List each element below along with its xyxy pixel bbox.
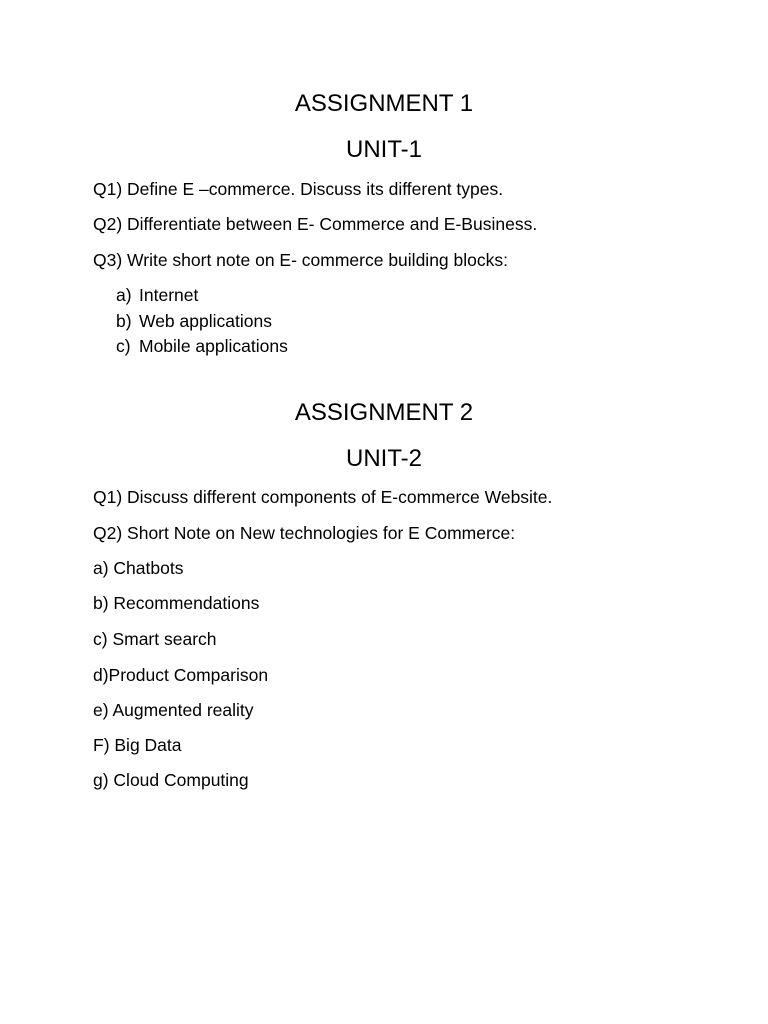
list-marker: a) (116, 285, 132, 305)
unit-1-heading: UNIT-1 (345, 136, 422, 163)
list-text: Internet (139, 285, 199, 305)
list-item: F) Big Data (93, 735, 182, 755)
list-item: e) Augmented reality (93, 700, 254, 720)
list-item: b) Recommendations (93, 593, 260, 613)
list-marker: c) (116, 336, 131, 356)
assignment-1-question-3: Q3) Write short note on E- commerce building blocks: (93, 250, 508, 270)
assignment-1-question-1: Q1) Define E –commerce. Discuss its different types. (93, 179, 504, 199)
list-text: Web applications (139, 311, 272, 331)
unit-2-heading: UNIT-2 (345, 445, 422, 472)
list-text: Mobile applications (139, 336, 288, 356)
assignment-1-question-2: Q2) Differentiate between E- Commerce and E-Business. (93, 214, 538, 234)
assignment-2-question-2: Q2) Short Note on New technologies for E Commerce: (93, 523, 516, 543)
list-item: g) Cloud Computing (93, 770, 249, 790)
assignment-2-question-1: Q1) Discuss different components of E-commerce Website. (93, 487, 553, 507)
list-item: d)Product Comparison (93, 665, 269, 685)
assignment-1-title: ASSIGNMENT 1 (294, 90, 474, 117)
list-item: c) Smart search (93, 629, 217, 649)
assignment-2-title: ASSIGNMENT 2 (294, 399, 474, 426)
list-item: a) Chatbots (93, 558, 184, 578)
list-marker: b) (116, 311, 132, 331)
